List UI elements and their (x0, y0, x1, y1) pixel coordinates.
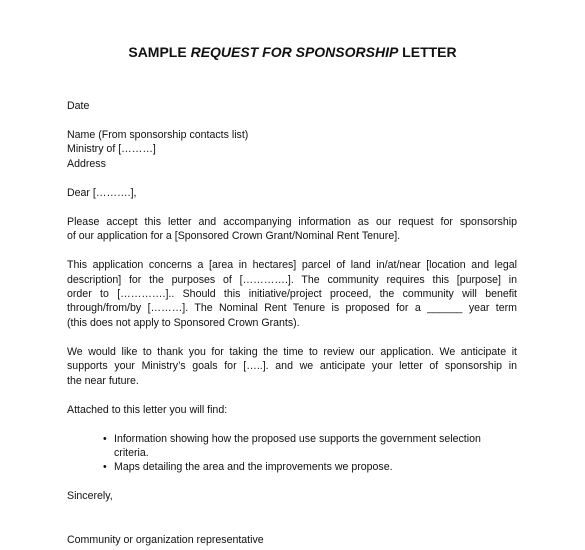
attachments-intro: Attached to this letter you will find: (67, 403, 228, 416)
paragraph-line: order to [………….].. Should this initiative/project proceed, the community will benefit (67, 288, 517, 301)
attachments-list (67, 432, 517, 475)
spacer (67, 417, 517, 432)
list-item-text: Maps detailing the area and the improvements we propose. (114, 461, 393, 474)
spacer (67, 171, 517, 186)
title-suffix: LETTER (398, 44, 457, 60)
spacer (67, 244, 517, 259)
paragraph-line: of our application for a [Sponsored Crown Grant/Nominal Rent Tenure]. (67, 230, 401, 243)
signature: Community or organization representative (67, 534, 264, 547)
page-title (0, 43, 585, 61)
recipient-ministry: Ministry of [………] (67, 143, 156, 156)
paragraph-line: Please accept this letter and accompanying information as our request for sponsorship (67, 215, 517, 228)
recipient-name: Name (From sponsorship contacts list) (67, 129, 249, 141)
paragraph-line: supports your Ministry’s goals for […..]. and we anticipate your letter of sponsorship in (67, 360, 517, 373)
paragraph-line: (this does not apply to Sponsored Crown Grants). (67, 316, 300, 329)
salutation: Dear [……….], (67, 186, 137, 199)
bullet-icon: • (103, 461, 107, 474)
paragraph-request (67, 215, 517, 244)
list-item (67, 432, 517, 461)
bullet-icon: • (103, 432, 107, 445)
spacer (67, 388, 517, 403)
list-item-text: criteria. (114, 447, 149, 460)
title-prefix: SAMPLE (128, 44, 191, 60)
spacer (67, 504, 517, 519)
spacer (67, 518, 517, 533)
paragraph-line: description] for the purposes of [………….]. The community requires this [purpose] in (67, 273, 517, 286)
closing: Sincerely, (67, 490, 113, 503)
recipient-block (67, 128, 517, 171)
paragraph-thanks (67, 345, 517, 388)
paragraph-line: We would like to thank you for taking the time to review our application. We anticipate it (67, 345, 517, 358)
recipient-address: Address (67, 157, 106, 170)
date-line: Date (67, 100, 90, 112)
paragraph-line: the near future. (67, 374, 139, 387)
list-item-text: Information showing how the proposed use supports the government selection (114, 432, 481, 445)
paragraph-application (67, 258, 517, 330)
spacer (67, 200, 517, 215)
spacer (67, 113, 517, 128)
paragraph-line: through/from/by [………]. The Nominal Rent Tenure is proposed for a ______ year term (67, 302, 517, 315)
spacer (67, 475, 517, 490)
title-italic: REQUEST FOR SPONSORSHIP (190, 44, 399, 60)
spacer (67, 330, 517, 345)
list-item (67, 460, 517, 474)
letter-body (67, 99, 517, 547)
paragraph-line: This application concerns a [area in hectares] parcel of land in/at/near [location and legal (67, 259, 517, 272)
